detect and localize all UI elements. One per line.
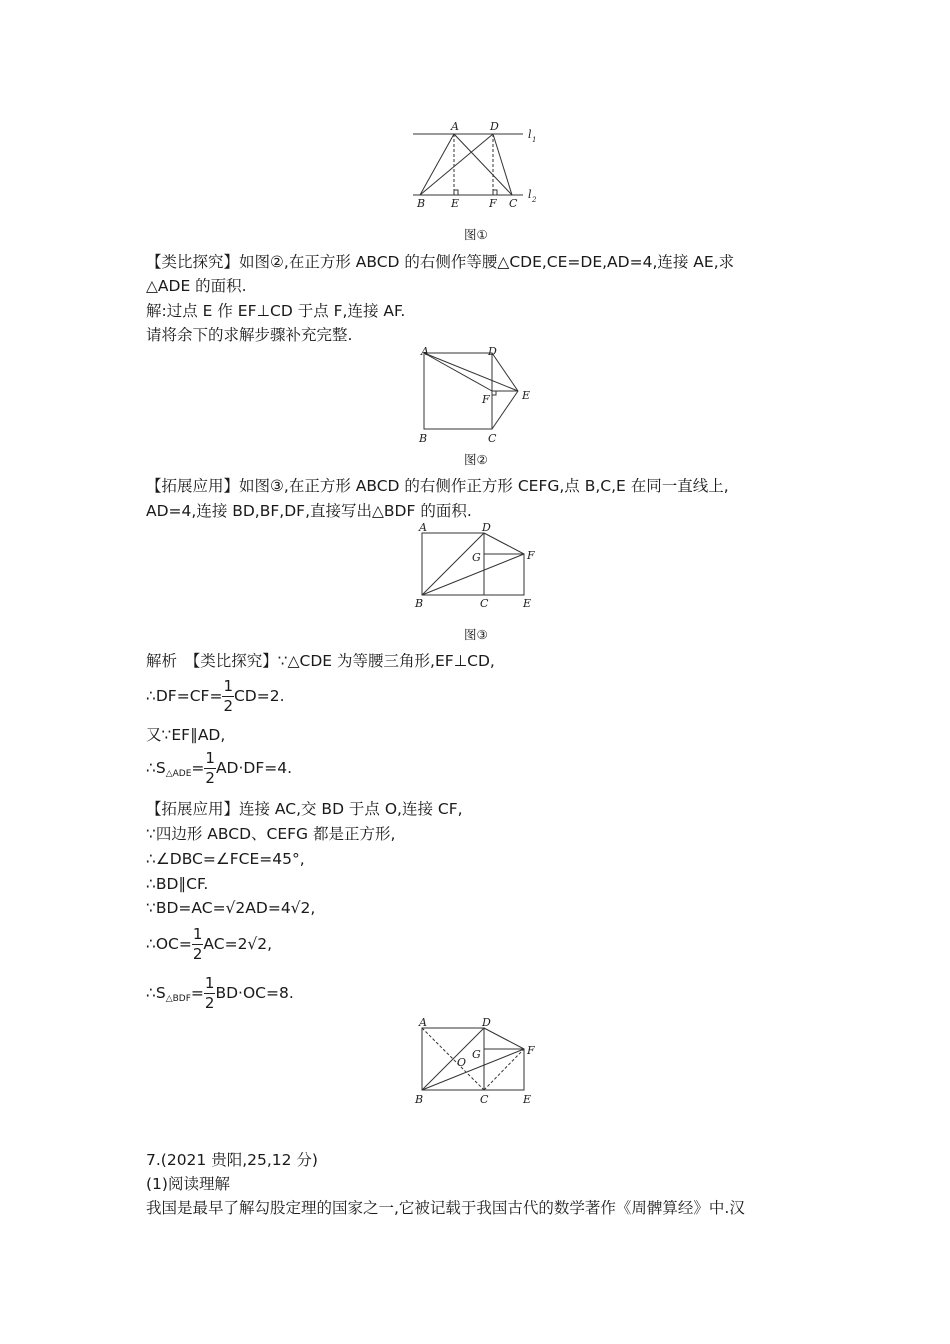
- svg-text:C: C: [480, 1093, 489, 1106]
- solution-line-9: ∵BD=AC=√2AD=4√2,: [146, 899, 316, 917]
- svg-text:F: F: [482, 393, 490, 406]
- figure-1-caption: 图①: [464, 227, 488, 242]
- svg-text:A: A: [419, 521, 427, 534]
- svg-text:C: C: [480, 597, 489, 610]
- problem-text-4: 请将余下的求解步骤补充完整.: [146, 326, 353, 344]
- question-text: 我国是最早了解勾股定理的国家之一,它被记载于我国古代的数学著作《周髀算经》中.汉: [146, 1199, 745, 1217]
- svg-text:C: C: [488, 432, 497, 445]
- solution-text: CD=2.: [233, 687, 285, 705]
- solution-line-11: ∴S△BDF= $\frac{1}{2}$ BD·OC=8.: [146, 974, 294, 1012]
- svg-text:1: 1: [532, 136, 537, 144]
- svg-text:B: B: [417, 197, 426, 210]
- figure-4: [410, 1013, 545, 1109]
- solution-text: ∴DF=CF=: [146, 687, 223, 705]
- solution-line-8: ∴BD∥CF.: [146, 875, 209, 893]
- svg-text:D: D: [482, 1016, 491, 1029]
- svg-text:l: l: [528, 188, 532, 201]
- fraction: $\frac{1}{2}$: [192, 925, 203, 963]
- figure-2-caption: 图②: [464, 452, 488, 467]
- svg-text:F: F: [527, 1044, 535, 1057]
- solution-line-3: 又∵EF∥AD,: [146, 726, 226, 744]
- svg-text:A: A: [419, 1016, 427, 1029]
- solution-line-2: [146, 677, 285, 716]
- problem-text-6: AD=4,连接 BD,BF,DF,直接写出△BDF 的面积.: [146, 502, 472, 520]
- fraction: $\frac{1}{2}$: [205, 749, 215, 787]
- figure-2: [410, 343, 540, 446]
- svg-text:B: B: [415, 1093, 424, 1106]
- problem-text-2: △ADE 的面积.: [146, 277, 247, 295]
- figure-1: [405, 118, 555, 213]
- svg-text:F: F: [527, 549, 535, 562]
- svg-text:2: 2: [532, 196, 537, 204]
- question-number: 7.(2021 贵阳,25,12 分): [146, 1151, 318, 1169]
- svg-text:A: A: [451, 120, 459, 133]
- fraction: $\frac{1}{2}$: [223, 677, 233, 715]
- solution-line-4: ∴S△ADE= $\frac{1}{2}$ AD·DF=4.: [146, 749, 293, 787]
- svg-text:l: l: [528, 128, 532, 141]
- svg-text:E: E: [523, 1093, 532, 1106]
- solution-line-5: 【拓展应用】连接 AC,交 BD 于点 O,连接 CF,: [146, 800, 463, 818]
- solution-line-10: ∴OC= $\frac{1}{2}$ AC=2√2,: [146, 925, 273, 963]
- solution-line-7: ∴∠DBC=∠FCE=45°,: [146, 850, 305, 868]
- fraction: $\frac{1}{2}$: [204, 974, 215, 1012]
- figure-3: [410, 518, 545, 612]
- solution-line-6: ∵四边形 ABCD、CEFG 都是正方形,: [146, 825, 396, 843]
- svg-text:D: D: [482, 521, 491, 534]
- svg-text:E: E: [523, 597, 532, 610]
- svg-text:G: G: [472, 1048, 481, 1061]
- svg-text:B: B: [415, 597, 424, 610]
- svg-text:O: O: [457, 1056, 467, 1069]
- svg-text:D: D: [488, 345, 497, 358]
- svg-text:F: F: [489, 197, 497, 210]
- svg-text:E: E: [451, 197, 460, 210]
- svg-text:G: G: [472, 551, 481, 564]
- solution-line-1: 解析 【类比探究】∵△CDE 为等腰三角形,EF⊥CD,: [146, 652, 495, 670]
- svg-text:D: D: [490, 120, 499, 133]
- figure-3-caption: 图③: [464, 627, 488, 642]
- problem-text-5: 【拓展应用】如图③,在正方形 ABCD 的右侧作正方形 CEFG,点 B,C,E 在同一直线上,: [146, 477, 729, 495]
- problem-text-1: 【类比探究】如图②,在正方形 ABCD 的右侧作等腰△CDE,CE=DE,AD=4,连接 AE,求: [146, 253, 735, 271]
- question-part-title: (1)阅读理解: [146, 1175, 230, 1193]
- svg-text:E: E: [522, 389, 531, 402]
- svg-text:A: A: [421, 345, 429, 358]
- svg-text:B: B: [419, 432, 428, 445]
- problem-text-3: 解:过点 E 作 EF⊥CD 于点 F,连接 AF.: [146, 302, 406, 320]
- svg-text:C: C: [509, 197, 518, 210]
